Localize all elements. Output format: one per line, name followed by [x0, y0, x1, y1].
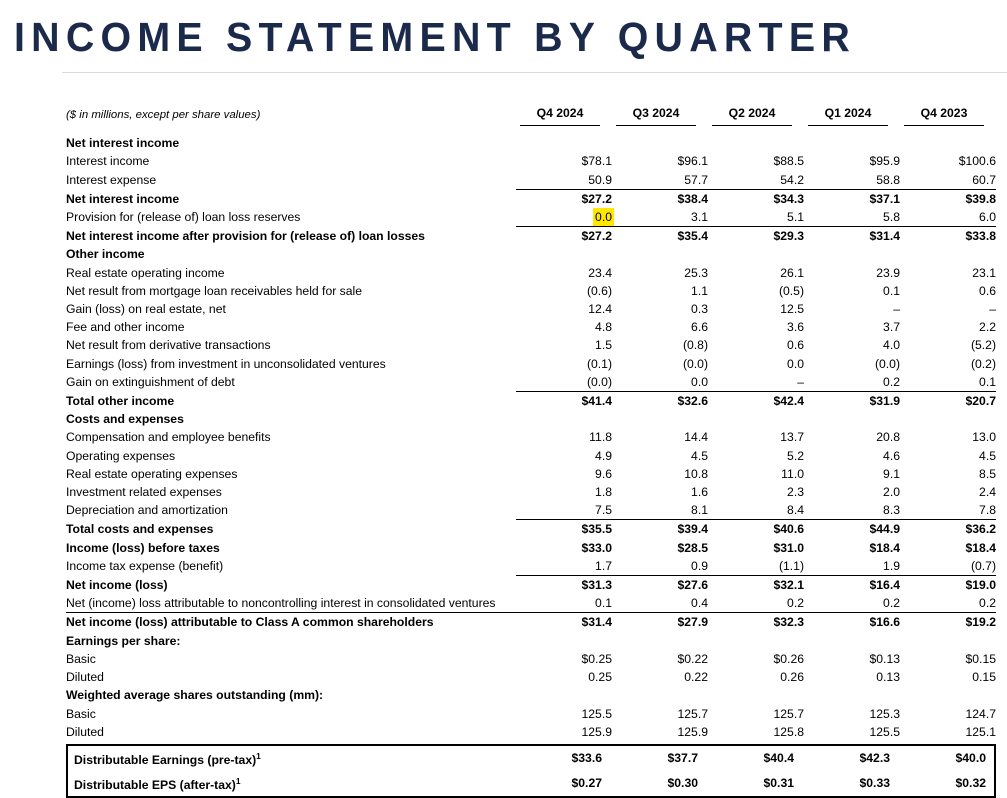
- cell-value: 12.4: [588, 302, 612, 317]
- table-row: [66, 557, 996, 576]
- cell-value: 125.7: [677, 706, 708, 721]
- cell-value: 11.0: [781, 466, 804, 481]
- cell-value: $28.5: [677, 540, 708, 555]
- cell-value: 0.3: [691, 302, 708, 317]
- cell-value: 0.22: [684, 670, 708, 685]
- cell-value: 0.1: [979, 374, 996, 389]
- row-label: Investment related expenses: [66, 485, 222, 500]
- cell-value: $32.6: [612, 392, 708, 411]
- cell-value: 4.0: [883, 338, 900, 353]
- column-header-3: [708, 104, 804, 128]
- cell-value: (0.5): [778, 283, 804, 298]
- cell-value: $32.1: [708, 576, 804, 595]
- cell-value: 0.15: [972, 670, 996, 685]
- row-label: Provision for (release of) loan loss reserves: [66, 210, 301, 225]
- cell-value: (0.0): [586, 374, 612, 389]
- cell-value: 0.6: [787, 338, 804, 353]
- highlighted-value: 0.0: [595, 210, 612, 225]
- cell-value: $78.1: [581, 154, 612, 169]
- cell-value: 2.0: [883, 485, 900, 500]
- row-label: Other income: [66, 247, 145, 262]
- cell-value: 23.4: [588, 265, 612, 280]
- table-row: [66, 483, 996, 501]
- table-row: [66, 208, 996, 227]
- cell-value: $31.9: [804, 392, 900, 411]
- row-label: Basic: [66, 706, 96, 721]
- cell-value: $19.0: [900, 576, 996, 595]
- cell-value: $31.0: [773, 540, 804, 555]
- row-label: Real estate operating income: [66, 265, 225, 280]
- cell-value: –: [797, 374, 804, 389]
- cell-value: [900, 245, 996, 263]
- cell-value: $35.4: [612, 227, 708, 246]
- cell-value: 0.4: [691, 596, 708, 611]
- cell-value: 0.6: [979, 283, 996, 298]
- row-label: Depreciation and amortization: [66, 503, 228, 518]
- cell-value: [612, 632, 708, 650]
- distributable-cell-value: $37.7: [667, 751, 698, 766]
- cell-value: [708, 410, 804, 428]
- cell-value: 2.3: [787, 485, 804, 500]
- cell-value: 6.6: [691, 320, 708, 335]
- cell-value: 8.4: [787, 503, 804, 518]
- cell-value: [900, 134, 996, 152]
- table-row: [66, 410, 996, 428]
- distributable-row: [68, 771, 998, 796]
- cell-value: [804, 245, 900, 263]
- page-title: INCOME STATEMENT BY QUARTER: [14, 14, 856, 60]
- income-statement-table: [66, 104, 996, 741]
- row-label: Net interest income: [66, 136, 180, 151]
- cell-value: 26.1: [780, 265, 804, 280]
- row-label: Weighted average shares outstanding (mm):: [66, 688, 324, 703]
- distributable-cell-value: $0.27: [571, 776, 602, 791]
- cell-value: 1.7: [595, 558, 612, 573]
- footnote-marker: 1: [256, 751, 261, 761]
- cell-value: [804, 134, 900, 152]
- cell-value: (1.1): [778, 558, 804, 573]
- row-label: Diluted: [66, 724, 104, 739]
- cell-value: 124.7: [965, 706, 996, 721]
- cell-value: $27.2: [516, 227, 612, 246]
- table-row: [66, 355, 996, 373]
- cell-value: (5.2): [970, 338, 996, 353]
- cell-value: $29.3: [708, 227, 804, 246]
- cell-value: [516, 134, 612, 152]
- cell-value: $18.4: [869, 540, 900, 555]
- row-label: Gain on extinguishment of debt: [66, 374, 235, 389]
- cell-value: [516, 410, 612, 428]
- cell-value: 125.5: [869, 724, 900, 739]
- distributable-cell-value: $42.3: [859, 751, 890, 766]
- cell-value: [612, 245, 708, 263]
- row-label: Net result from derivative transactions: [66, 338, 271, 353]
- cell-value: $0.26: [773, 651, 804, 666]
- table-row: [66, 189, 996, 208]
- footnote-marker: 1: [235, 776, 241, 787]
- table-row: [66, 465, 996, 483]
- cell-value: $32.3: [708, 613, 804, 632]
- row-label: Compensation and employee benefits: [66, 430, 271, 445]
- cell-value: (0.0): [682, 356, 708, 371]
- cell-value: 125.8: [773, 724, 804, 739]
- cell-value: $0.22: [677, 651, 708, 666]
- cell-value: $16.6: [804, 613, 900, 632]
- column-header-label: Q4 2023: [904, 104, 984, 126]
- cell-value: $35.5: [516, 520, 612, 539]
- row-label: Income tax expense (benefit): [66, 558, 224, 573]
- distributable-earnings-table: [68, 746, 998, 796]
- cell-value: 9.6: [595, 466, 612, 481]
- distributable-cell-value: $0.33: [859, 776, 890, 791]
- cell-value: (0.7): [970, 558, 996, 573]
- cell-value: 9.1: [883, 466, 900, 481]
- distributable-cell-value: $40.0: [955, 751, 986, 766]
- cell-value: 5.8: [883, 210, 900, 225]
- cell-value: 60.7: [972, 172, 996, 187]
- row-label: Real estate operating expenses: [66, 466, 238, 481]
- cell-value: (0.6): [586, 283, 612, 298]
- cell-value: [612, 134, 708, 152]
- column-header-label: Q3 2024: [616, 104, 696, 126]
- table-row: [66, 539, 996, 557]
- cell-value: 2.2: [979, 320, 996, 335]
- distributable-cell-value: $0.30: [667, 776, 698, 791]
- row-label: Fee and other income: [66, 320, 185, 335]
- distributable-earnings-box: [66, 744, 996, 798]
- cell-value: 8.1: [691, 503, 708, 518]
- cell-value: $96.1: [677, 154, 708, 169]
- cell-value: [516, 632, 612, 650]
- cell-value: [900, 632, 996, 650]
- row-label: Net interest income after provision for (release of) loan losses: [66, 229, 425, 244]
- cell-value: $41.4: [516, 392, 612, 411]
- table-row: [66, 723, 996, 741]
- table-row: [66, 501, 996, 520]
- row-label: Basic: [66, 651, 96, 666]
- cell-value: 11.8: [589, 430, 612, 445]
- cell-value: $0.13: [869, 651, 900, 666]
- cell-value: [612, 410, 708, 428]
- income-statement-table-wrapper: [66, 104, 996, 741]
- cell-value: 0.26: [780, 670, 804, 685]
- cell-value: $27.6: [612, 576, 708, 595]
- cell-value: [804, 686, 900, 704]
- cell-value: 13.0: [972, 430, 996, 445]
- distributable-row-label: Distributable Earnings (pre-tax)$^1$: [74, 751, 261, 768]
- cell-value: (0.1): [586, 356, 612, 371]
- row-label: Total other income: [66, 394, 175, 409]
- cell-value: 4.6: [883, 448, 900, 463]
- cell-value: $33.8: [900, 227, 996, 246]
- cell-value: 54.2: [780, 172, 804, 187]
- cell-value: 8.3: [883, 503, 900, 518]
- row-label: Gain (loss) on real estate, net: [66, 302, 226, 317]
- cell-value: 125.9: [581, 724, 612, 739]
- cell-value: 125.7: [773, 706, 804, 721]
- cell-value: $0.25: [581, 651, 612, 666]
- cell-value: 0.13: [876, 670, 900, 685]
- cell-value: 2.4: [979, 485, 996, 500]
- distributable-cell-value: $0.31: [763, 776, 794, 791]
- table-row: [66, 613, 996, 632]
- cell-value: (0.2): [970, 356, 996, 371]
- cell-value: 1.1: [691, 283, 708, 298]
- cell-value: 23.9: [876, 265, 900, 280]
- cell-value: 50.9: [588, 172, 612, 187]
- row-label: Operating expenses: [66, 448, 176, 463]
- cell-value: 12.5: [780, 302, 804, 317]
- cell-value: 1.6: [691, 485, 708, 500]
- cell-value: $31.4: [804, 227, 900, 246]
- row-label: Total costs and expenses: [66, 522, 214, 537]
- cell-value: [804, 632, 900, 650]
- cell-value: 7.8: [979, 503, 996, 518]
- column-header-label: Q1 2024: [808, 104, 888, 126]
- cell-value: 125.5: [581, 706, 612, 721]
- column-header-2: [612, 104, 708, 128]
- cell-value: $37.1: [804, 189, 900, 208]
- column-header-4: [804, 104, 900, 128]
- cell-value: 0.0: [787, 356, 804, 371]
- table-row: [66, 668, 996, 686]
- column-header-5: [900, 104, 996, 128]
- row-label: Net result from mortgage loan receivables held for sale: [66, 283, 363, 298]
- distributable-cell-value: $33.6: [571, 751, 602, 766]
- cell-value: $44.9: [804, 520, 900, 539]
- table-row: [66, 282, 996, 300]
- cell-value: 5.2: [787, 448, 804, 463]
- caption-text: ($ in millions, except per share values): [66, 109, 261, 121]
- cell-value: $95.9: [869, 154, 900, 169]
- row-label: Interest income: [66, 154, 150, 169]
- cell-value: $19.2: [900, 613, 996, 632]
- cell-value: $31.3: [516, 576, 612, 595]
- distributable-row-label: Distributable EPS (after-tax)$^1$: [74, 776, 241, 793]
- cell-value: [708, 686, 804, 704]
- cell-value: –: [989, 302, 996, 317]
- cell-value: $27.2: [516, 189, 612, 208]
- cell-value: $16.4: [804, 576, 900, 595]
- table-row: [66, 318, 996, 336]
- cell-value: 1.9: [883, 558, 900, 573]
- cell-value: 3.1: [691, 210, 708, 225]
- cell-value: $38.4: [612, 189, 708, 208]
- table-row: [66, 594, 996, 613]
- table-row: [66, 705, 996, 723]
- row-label: Net income (loss) attributable to Class A common shareholders: [66, 613, 516, 632]
- cell-value: $88.5: [773, 154, 804, 169]
- cell-value: 4.5: [691, 448, 708, 463]
- cell-value: [612, 686, 708, 704]
- cell-value: 20.8: [876, 430, 900, 445]
- cell-value: 5.1: [787, 210, 804, 225]
- table-row: [66, 171, 996, 190]
- table-row: [66, 227, 996, 246]
- cell-value: 1.5: [595, 338, 612, 353]
- cell-value: 6.0: [979, 210, 996, 225]
- cell-value: 0.0: [691, 374, 708, 389]
- cell-value: 125.9: [677, 724, 708, 739]
- table-row: [66, 336, 996, 354]
- cell-value: 25.3: [684, 265, 708, 280]
- row-label-text: Net (income) loss attributable to noncontrolling interest in consolidated ventures: [66, 596, 496, 611]
- cell-value: (0.0): [874, 356, 900, 371]
- cell-value: $20.7: [900, 392, 996, 411]
- cell-value: 3.6: [787, 320, 804, 335]
- cell-value: 0.2: [883, 596, 900, 611]
- cell-value: $42.4: [708, 392, 804, 411]
- title-divider: [62, 72, 1007, 73]
- table-row: [66, 373, 996, 392]
- cell-value: (0.8): [682, 338, 708, 353]
- cell-value: 0.9: [691, 558, 708, 573]
- row-label: Earnings per share:: [66, 633, 181, 648]
- column-header-label: Q4 2024: [520, 104, 600, 126]
- cell-value: 13.7: [780, 430, 804, 445]
- cell-value: [516, 208, 612, 227]
- column-header-1: [516, 104, 612, 128]
- table-row: [66, 134, 996, 152]
- cell-value: 57.7: [684, 172, 708, 187]
- cell-value: 125.3: [869, 706, 900, 721]
- cell-value: 8.5: [979, 466, 996, 481]
- cell-value: [516, 686, 612, 704]
- cell-value: [516, 245, 612, 263]
- table-row: [66, 264, 996, 282]
- table-row: [66, 428, 996, 446]
- cell-value: 0.2: [787, 596, 804, 611]
- table-row: [66, 650, 996, 668]
- row-label: Net interest income: [66, 191, 180, 206]
- cell-value: 58.8: [876, 172, 900, 187]
- distributable-cell-value: $40.4: [763, 751, 794, 766]
- cell-value: $40.6: [708, 520, 804, 539]
- cell-value: 125.1: [965, 724, 996, 739]
- cell-value: $100.6: [958, 154, 996, 169]
- table-row: [66, 686, 996, 704]
- cell-value: 4.5: [979, 448, 996, 463]
- cell-value: 0.1: [595, 596, 612, 611]
- cell-value: 1.8: [595, 485, 612, 500]
- cell-value: 0.2: [883, 374, 900, 389]
- cell-value: 0.25: [588, 670, 612, 685]
- row-label: Net income (loss): [66, 578, 168, 593]
- row-label: Costs and expenses: [66, 412, 184, 427]
- table-caption: [66, 104, 516, 128]
- cell-value: 3.7: [883, 320, 900, 335]
- cell-value: 10.8: [684, 466, 708, 481]
- cell-value: 23.1: [972, 265, 996, 280]
- table-header-row: [66, 104, 996, 128]
- cell-value: 0.2: [979, 596, 996, 611]
- cell-value: [708, 245, 804, 263]
- cell-value: –: [893, 302, 900, 317]
- table-row: [66, 300, 996, 318]
- distributable-row: [68, 746, 998, 771]
- table-row: [66, 576, 996, 595]
- cell-value: $33.0: [581, 540, 612, 555]
- cell-value: $31.4: [516, 613, 612, 632]
- cell-value: [708, 134, 804, 152]
- table-row: [66, 520, 996, 539]
- cell-value: 14.4: [684, 430, 708, 445]
- table-row: [66, 447, 996, 465]
- cell-value: $18.4: [965, 540, 996, 555]
- cell-value: $39.4: [612, 520, 708, 539]
- row-label: Income (loss) before taxes: [66, 540, 220, 555]
- table-row: [66, 245, 996, 263]
- row-label: [66, 594, 516, 613]
- table-row: [66, 152, 996, 170]
- cell-value: 4.8: [595, 320, 612, 335]
- cell-value: [804, 410, 900, 428]
- cell-value: 4.9: [595, 448, 612, 463]
- cell-value: [900, 686, 996, 704]
- cell-value: $39.8: [900, 189, 996, 208]
- cell-value: 7.5: [595, 503, 612, 518]
- row-label: Earnings (loss) from investment in unconsolidated ventures: [66, 356, 386, 371]
- distributable-cell-value: $0.32: [955, 776, 986, 791]
- table-row: [66, 632, 996, 650]
- column-header-label: Q2 2024: [712, 104, 792, 126]
- cell-value: $36.2: [900, 520, 996, 539]
- cell-value: [708, 632, 804, 650]
- table-row: [66, 392, 996, 411]
- cell-value: $0.15: [965, 651, 996, 666]
- row-label: Diluted: [66, 670, 104, 685]
- cell-value: [900, 410, 996, 428]
- row-label: Interest expense: [66, 172, 157, 187]
- cell-value: $34.3: [708, 189, 804, 208]
- cell-value: $27.9: [612, 613, 708, 632]
- cell-value: 0.1: [883, 283, 900, 298]
